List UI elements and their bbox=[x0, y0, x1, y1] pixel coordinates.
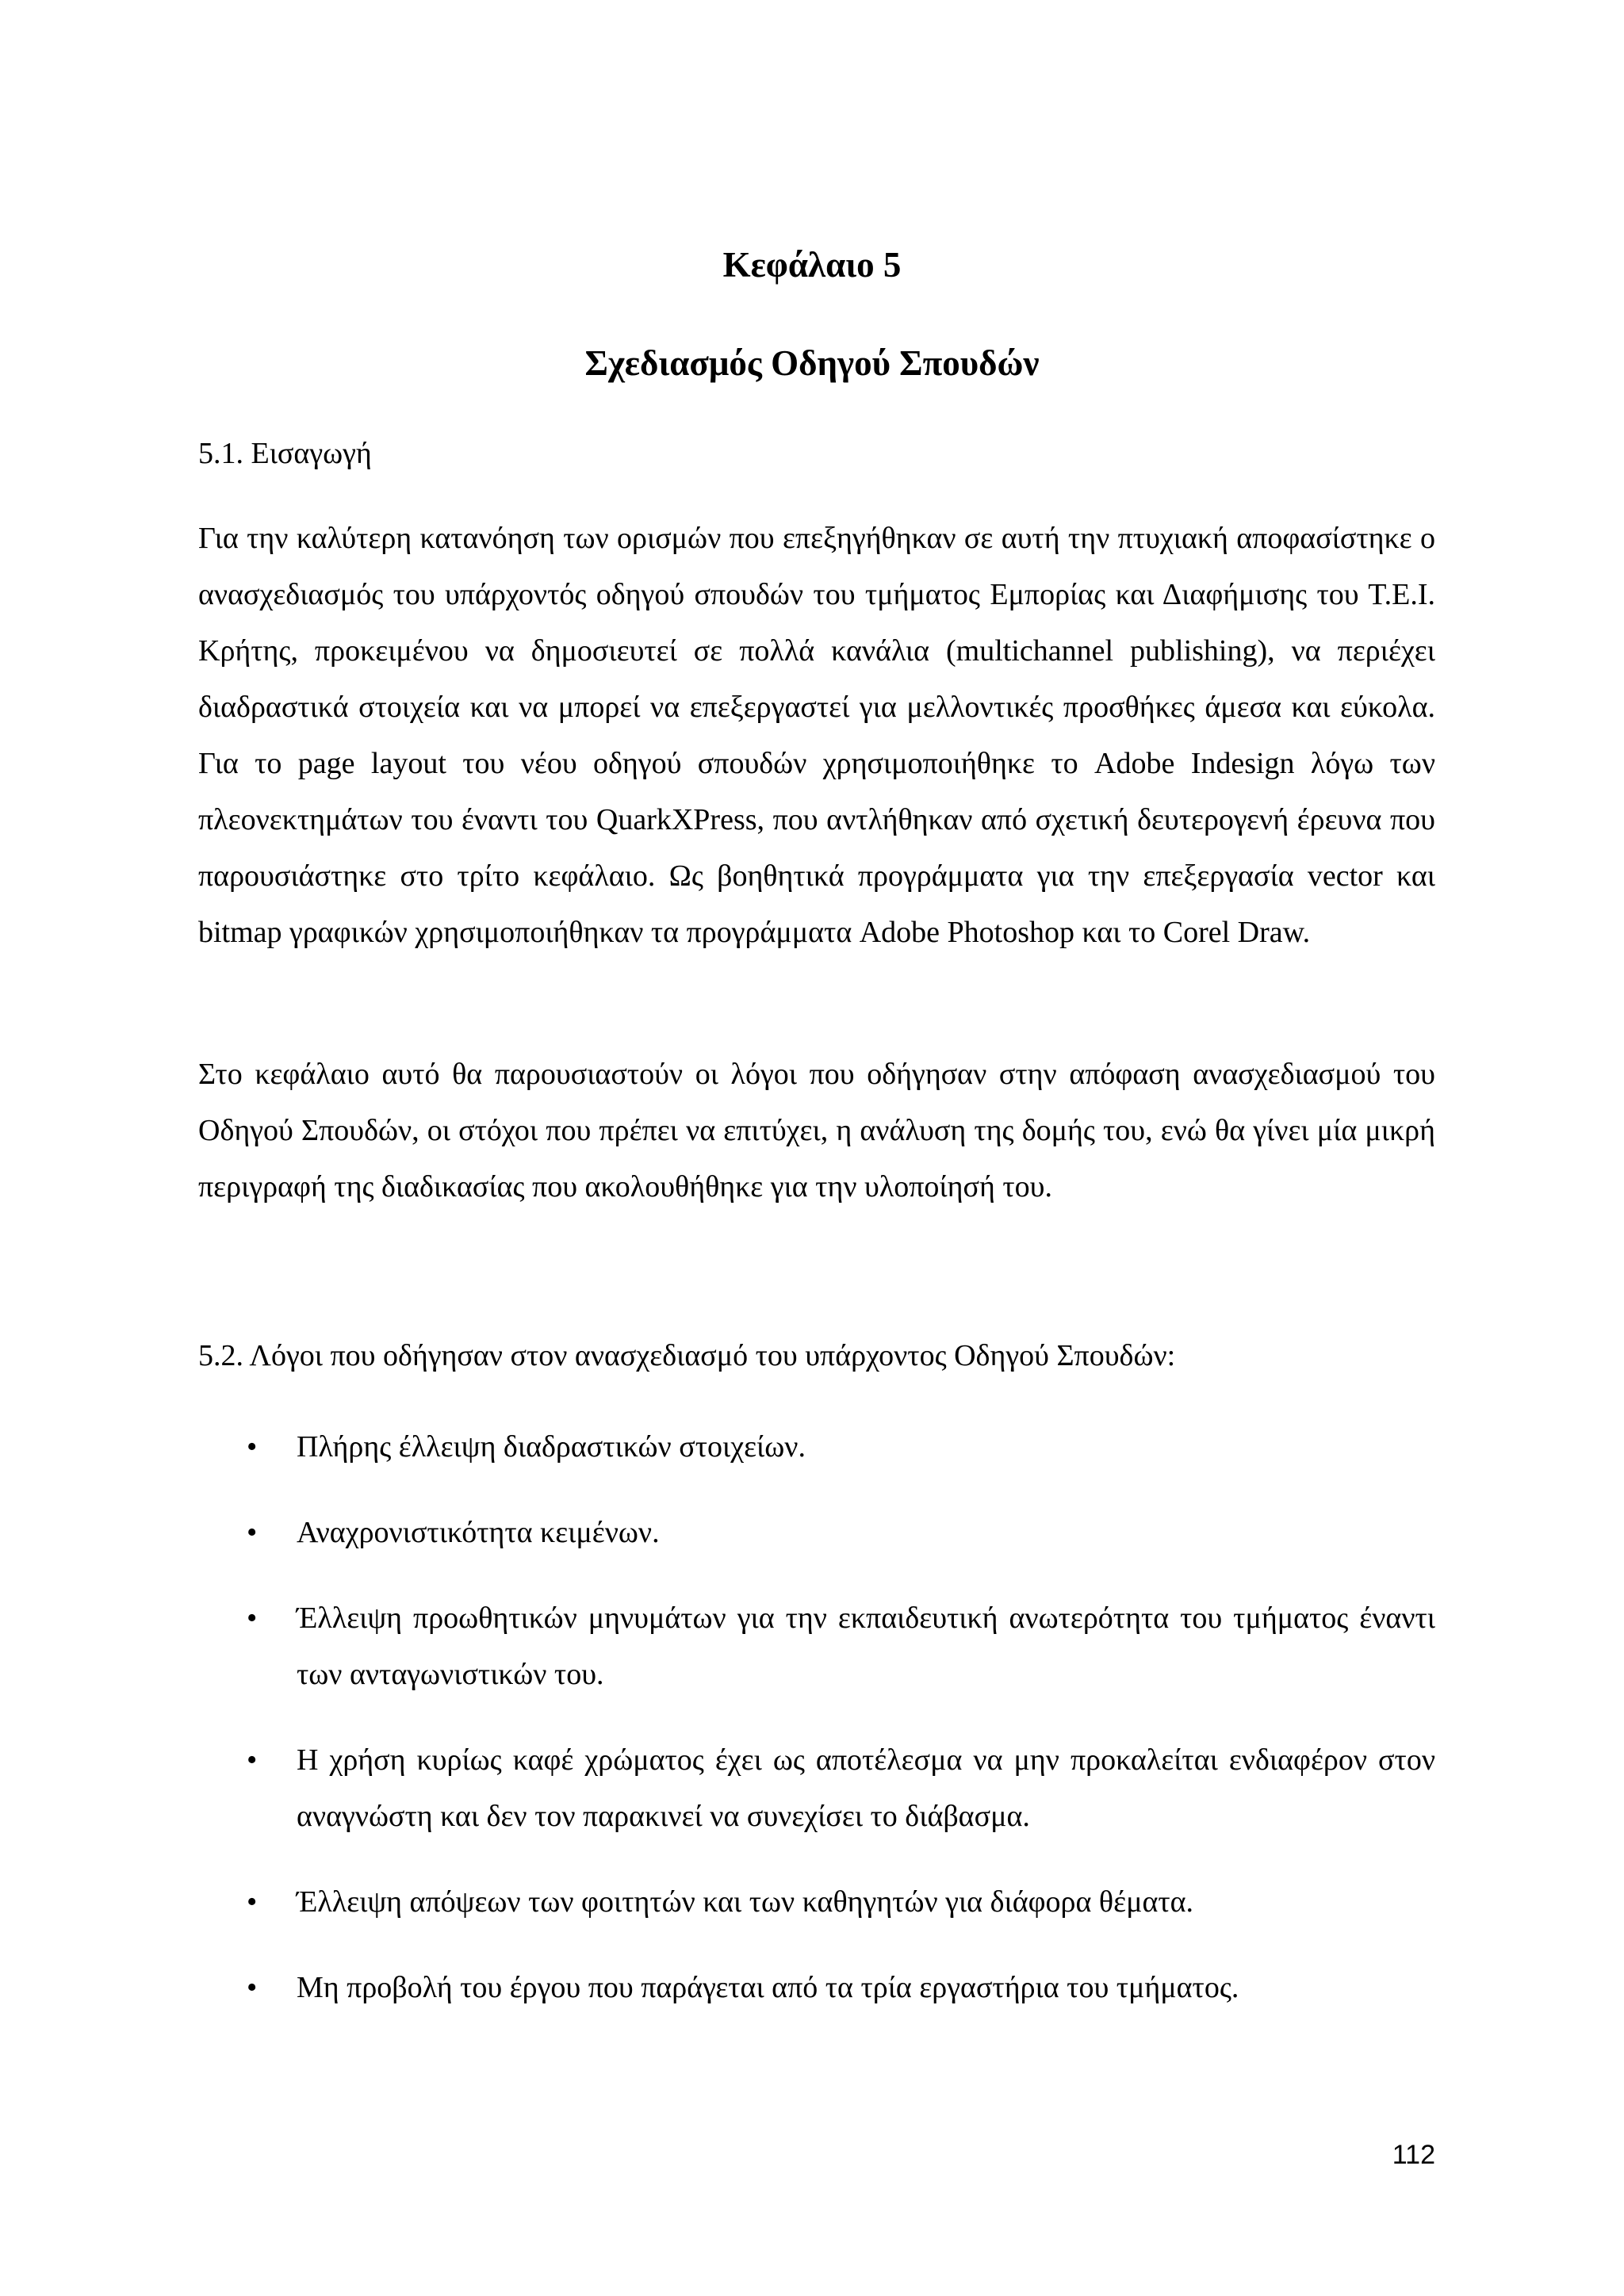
list-item-text: Έλλειψη προωθητικών μηνυμάτων για την εκπαιδευτική ανωτερότητα του τμήματος έναντι των ανταγωνιστικών του. bbox=[297, 1601, 1435, 1691]
intro-paragraph-2: Στο κεφάλαιο αυτό θα παρουσιαστούν οι λόγοι που οδήγησαν στην απόφαση ανασχεδιασμού του Οδηγού Σπουδών, οι στόχοι που πρέπει να επιτύχει, η ανάλυση της δομής του, ενώ θα γίνει μία μικρή περιγραφή της διαδικασίας που ακολουθήθηκε για την υλοποίησή του. bbox=[198, 1058, 1435, 1203]
list-item-text: Μη προβολή του έργου που παράγεται από τα τρία εργαστήρια του τμήματος. bbox=[297, 1971, 1239, 2004]
bullet-icon: • bbox=[247, 1516, 258, 1549]
page-number: 112 bbox=[1392, 2140, 1435, 2170]
bullet-icon: • bbox=[247, 1743, 258, 1777]
list-item-text: Αναχρονιστικότητα κειμένων. bbox=[297, 1516, 660, 1549]
chapter-label: Κεφάλαιο 5 bbox=[722, 245, 902, 285]
list-item-text: Έλλειψη απόψεων των φοιτητών και των καθηγητών για διάφορα θέματα. bbox=[297, 1885, 1194, 1919]
chapter-title: Σχεδιασμός Οδηγού Σπουδών bbox=[584, 343, 1040, 383]
section-heading-introduction: 5.1. Εισαγωγή bbox=[198, 437, 372, 470]
section-heading-reasons: 5.2. Λόγοι που οδήγησαν στον ανασχεδιασμό του υπάρχοντος Οδηγού Σπουδών: bbox=[198, 1339, 1176, 1372]
list-item bbox=[198, 1419, 1435, 1475]
bullet-icon: • bbox=[247, 1430, 258, 1464]
list-item bbox=[198, 1732, 1435, 1845]
list-item bbox=[198, 1874, 1435, 1931]
list-item bbox=[198, 1505, 1435, 1561]
list-item-text: Η χρήση κυρίως καφέ χρώματος έχει ως αποτέλεσμα να μην προκαλείται ενδιαφέρον στον αναγνώστη και δεν τον παρακινεί να συνεχίσει το διάβασμα. bbox=[297, 1743, 1435, 1833]
bullet-icon: • bbox=[247, 1971, 258, 2004]
bullet-icon: • bbox=[247, 1601, 258, 1635]
bullet-icon: • bbox=[247, 1885, 258, 1919]
list-item-text: Πλήρης έλλειψη διαδραστικών στοιχείων. bbox=[297, 1430, 806, 1464]
reasons-bullet-list bbox=[198, 1419, 1435, 2045]
list-item bbox=[198, 1590, 1435, 1703]
list-item bbox=[198, 1960, 1435, 2016]
intro-paragraph-1: Για την καλύτερη κατανόηση των ορισμών που επεξηγήθηκαν σε αυτή την πτυχιακή αποφασίστηκε ο ανασχεδιασμός του υπάρχοντός οδηγού σπουδών του τμήματος Εμπορίας και Διαφήμισης του Τ.Ε.Ι. Κρήτης, προκειμένου να δημοσιευτεί σε πολλά κανάλια (multichannel publishing), να περιέχει διαδραστικά στοιχεία και να μπορεί να επεξεργαστεί για μελλοντικές προσθήκες άμεσα και εύκολα. Για το page layout του νέου οδηγού σπουδών χρησιμοποιήθηκε το Adobe Indesign λόγω των πλεονεκτημάτων του έναντι του QuarkXPress, που αντλήθηκαν από σχετική δευτερογενή έρευνα που παρουσιάστηκε στο τρίτο κεφάλαιο. Ως βοηθητικά προγράμματα για την επεξεργασία vector και bitmap γραφικών χρησιμοποιήθηκαν τα προγράμματα Adobe Photoshop και το Corel Draw. bbox=[198, 522, 1435, 949]
